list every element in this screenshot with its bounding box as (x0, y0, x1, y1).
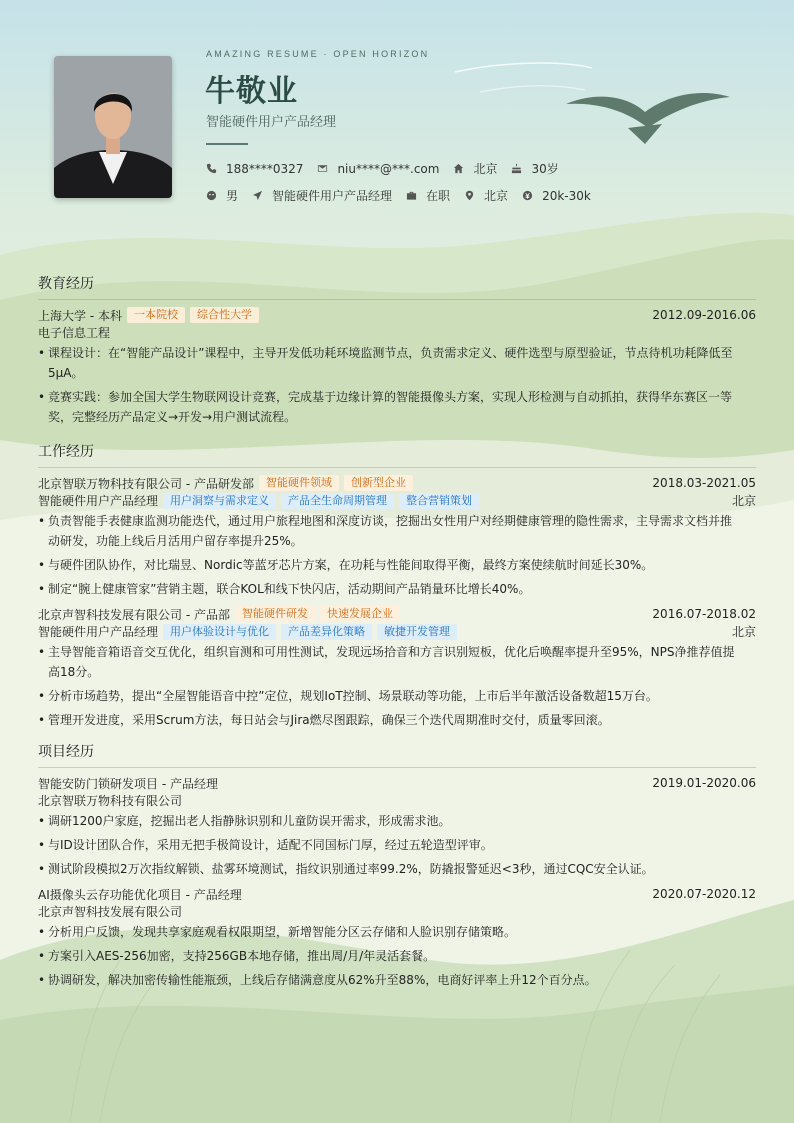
company-tag: 快速发展企业 (320, 606, 400, 622)
list-item: • 方案引入AES-256加密，支持256GB本地存储，推出周/月/年灵活套餐。 (38, 946, 756, 966)
gender-icon (206, 190, 217, 201)
list-item: • 分析用户反馈，发现共享家庭观看权限期望，新增智能分区云存储和人脸识别存储策略。 (38, 922, 756, 942)
phone-icon (206, 163, 217, 174)
list-item: • 测试阶段模拟2万次指纹解锁、盐雾环境测试，指纹识别通过率99.2%，防撬报警延迟<3秒，通过CQC安全认证。 (38, 859, 756, 879)
job-city: 北京 (731, 494, 756, 508)
education-entry-header (38, 306, 756, 324)
cake-icon (511, 163, 522, 174)
skill-tag: 产品差异化策略 (281, 624, 372, 640)
job-bullets (38, 642, 756, 730)
portrait-image (54, 56, 172, 198)
home-icon (453, 163, 464, 174)
list-item: • 管理开发进度，采用Scrum方法，每日站会与Jira燃尽图跟踪，确保三个迭代周期准时交付，质量零回滚。 (38, 710, 756, 730)
location-text: 北京 (484, 189, 509, 203)
section-title-projects: 项目经历 (38, 741, 756, 768)
job-title: 智能硬件用户产品经理 (206, 115, 337, 130)
skill-tag: 敏捷开发管理 (377, 624, 457, 640)
list-item: • 课程设计：在“智能产品设计”课程中，主导开发低功耗环境监测节点，负责需求定义、硬件选型与原型验证，节点待机功耗降低至5μA。 (38, 343, 756, 383)
project-company-row (38, 792, 756, 809)
gender-info (206, 187, 238, 204)
list-item: • 与硬件团队协作，对比瑞昱、Nordic等蓝牙芯片方案，在功耗与性能间取得平衡，最终方案使续航时间延长30%。 (38, 555, 756, 575)
status-text: 在职 (426, 189, 451, 203)
gender-text: 男 (226, 189, 239, 203)
avatar (54, 56, 172, 198)
job-bullets (38, 511, 756, 599)
list-item: • 调研1200户家庭，挖掘出老人指静脉识别和儿童防误开需求，形成需求池。 (38, 811, 756, 831)
salary-info (522, 189, 591, 203)
status-info (406, 187, 450, 204)
target-role-text: 智能硬件用户产品经理 (272, 189, 393, 203)
project-date: 2019.01-2020.06 (652, 776, 756, 790)
job-entry-header (38, 474, 756, 492)
project-date: 2020.07-2020.12 (652, 887, 756, 901)
send-icon (252, 190, 263, 201)
mail-icon (317, 163, 328, 174)
project-company-row (38, 903, 756, 920)
contact-row-1 (206, 160, 573, 177)
location-icon (464, 190, 475, 201)
job-entry-header (38, 605, 756, 623)
job-date: 2016.07-2018.02 (652, 607, 756, 621)
work-section (38, 441, 756, 734)
job-role-row (38, 492, 756, 509)
project-name: AI摄像头云存功能优化项目 - 产品经理 (38, 887, 242, 902)
job-city: 北京 (731, 625, 756, 639)
company-name: 北京声智科技发展有限公司 - 产品部 (38, 607, 230, 622)
list-item: • 与ID设计团队合作，采用无把手极简设计，适配不同国标门厚，经过五轮造型评审。 (38, 835, 756, 855)
list-item: • 制定“腕上健康管家”营销主题，联合KOL和线下快闪店，活动期间产品销量环比增长40%。 (38, 579, 756, 599)
education-tag: 一本院校 (127, 307, 185, 323)
briefcase-icon (406, 190, 417, 201)
candidate-name: 牛敬业 (205, 74, 298, 109)
list-item: • 主导智能音箱语音交互优化，组织盲测和可用性测试，发现远场拾音和方言识别短板，优化后唤醒率提升至95%，NPS净推荐值提高18分。 (38, 642, 756, 682)
company-tag: 智能硬件研发 (235, 606, 315, 622)
company-name: 北京智联万物科技有限公司 - 产品研发部 (38, 476, 254, 491)
job-role-row (38, 623, 756, 640)
job-date: 2018.03-2021.05 (652, 476, 756, 490)
education-bullets (38, 343, 756, 427)
job-role: 智能硬件用户产品经理 (38, 494, 159, 508)
education-section (38, 273, 756, 431)
list-item: • 协调研发，解决加密传输性能瓶颈，上线后存储满意度从62%升至88%，电商好评率上升12个百分点。 (38, 970, 756, 990)
skill-tag: 用户洞察与需求定义 (163, 493, 276, 509)
skill-tag: 用户体验设计与优化 (163, 624, 276, 640)
contact-row-2 (206, 187, 605, 204)
list-item: • 负责智能手表健康监测功能迭代，通过用户旅程地图和深度访谈，挖掘出女性用户对经期健康管理的隐性需求，主导需求文档并推动研发，功能上线后月活用户留存率提升25%。 (38, 511, 756, 551)
project-company: 北京智联万物科技有限公司 (38, 794, 183, 808)
education-major-row (38, 324, 756, 341)
list-item: • 竞赛实践：参加全国大学生物联网设计竞赛，完成基于边缘计算的智能摄像头方案，实现人形检测与自动抓拍，获得华东赛区一等奖，完整经历产品定义→开发→用户测试流程。 (38, 387, 756, 427)
email-info (317, 162, 439, 176)
location-info (464, 187, 508, 204)
age-text: 30岁 (531, 162, 559, 176)
email-text: niu****@***.com (337, 161, 440, 176)
skill-tag: 产品全生命周期管理 (281, 493, 394, 509)
age-info (511, 160, 558, 177)
project-entry-header (38, 774, 756, 792)
list-item: • 分析市场趋势，提出“全屋智能语音中控”定位，规划IoT控制、场景联动等功能，上市后半年激活设备数超15万台。 (38, 686, 756, 706)
projects-section (38, 741, 756, 994)
title-divider (206, 143, 248, 145)
city-text: 北京 (473, 162, 498, 176)
project-entry-header (38, 885, 756, 903)
city-info (453, 160, 497, 177)
project-bullets (38, 922, 756, 990)
money-icon (522, 190, 533, 201)
project-company: 北京声智科技发展有限公司 (38, 905, 183, 919)
project-name: 智能安防门锁研发项目 - 产品经理 (38, 776, 218, 791)
project-bullets (38, 811, 756, 879)
eyebrow-text: AMAZING RESUME · OPEN HORIZON (206, 49, 430, 59)
education-date: 2012.09-2016.06 (652, 308, 756, 322)
section-title-education: 教育经历 (38, 273, 756, 300)
education-tag: 综合性大学 (190, 307, 259, 323)
major-name: 电子信息工程 (38, 326, 111, 340)
school-name: 上海大学 - 本科 (38, 308, 122, 323)
phone-text: 188****0327 (226, 161, 304, 176)
target-role-info (252, 187, 392, 204)
company-tag: 智能硬件领域 (259, 475, 339, 491)
salary-text: 20k-30k (542, 188, 591, 203)
company-tag: 创新型企业 (344, 475, 413, 491)
phone-info (206, 162, 303, 176)
job-role: 智能硬件用户产品经理 (38, 625, 159, 639)
section-title-work: 工作经历 (38, 441, 756, 468)
skill-tag: 整合营销策划 (399, 493, 479, 509)
